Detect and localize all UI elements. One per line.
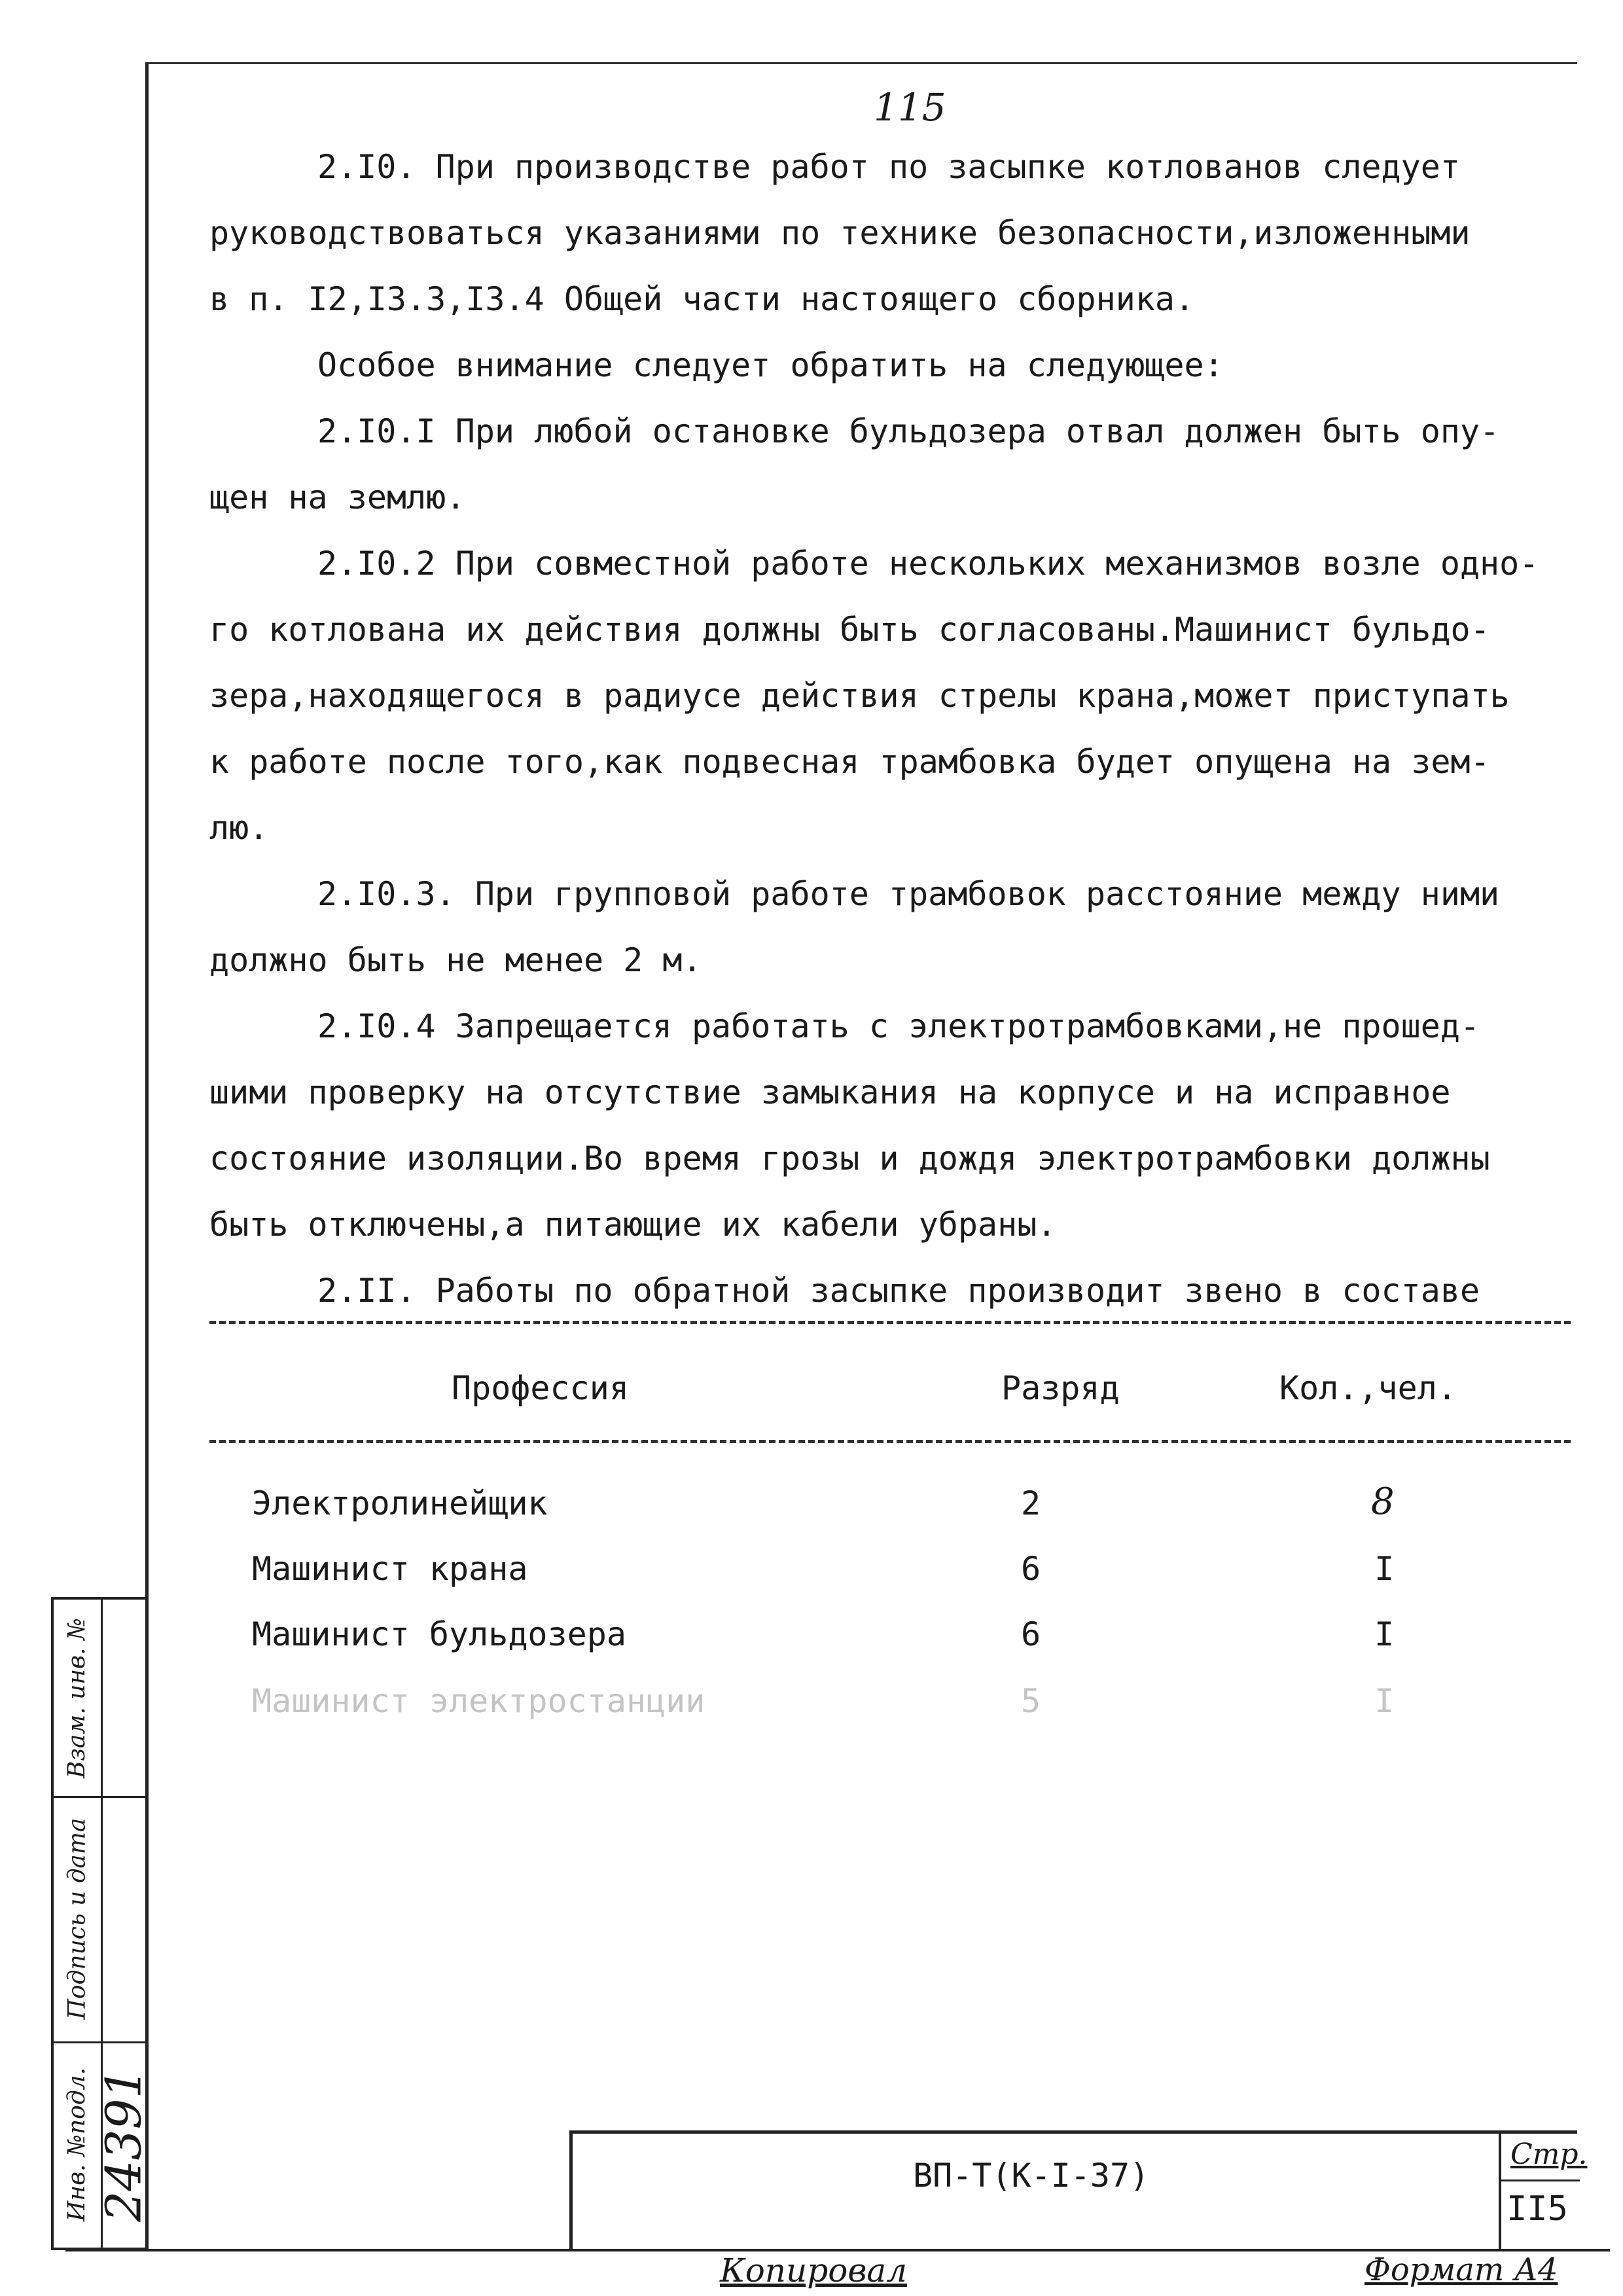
row-3-grade: 6 [1021,1615,1041,1653]
format-label: Формат А4 [1364,2251,1558,2288]
text-line: го котлована их действия должны быть согласованы.Машинист бульдо- [209,611,1490,649]
para-2-10-2 [209,531,1558,861]
sheet-cell [1499,2134,1588,2251]
row-4-grade: 5 [1021,1682,1041,1720]
row-2-count: I [1374,1550,1395,1588]
sheet-number: II5 [1507,2189,1568,2229]
para-2-10-1 [209,399,1558,531]
header-count: Кол.,чел. [1279,1369,1457,1407]
row-4-profession: Машинист электростанции [252,1682,705,1720]
text-line: к работе после того,как подвесная трамбовка будет опущена на зем- [209,743,1490,781]
text-line: быть отключены,а питающие их кабели убраны. [209,1206,1057,1244]
text-line: 2.I0. При производстве работ по засыпке котлованов следует [317,148,1460,186]
inv-number: 24391 [96,2067,152,2222]
text-line: состояние изоляции.Во время грозы и дождя электротрамбовки должны [209,1139,1490,1177]
text-line: Особое внимание следует обратить на следующее: [317,346,1224,384]
document-code: ВП-Т(К-I-37) [913,2157,1150,2195]
page-number-top: 115 [874,85,946,130]
row-4-count: I [1374,1682,1395,1720]
table-header-rule [209,1440,1571,1443]
row-1-profession: Электролинейщик [252,1484,548,1522]
para-2-10 [209,134,1558,332]
text-line: лю. [209,809,269,847]
row-2-grade: 6 [1021,1550,1041,1588]
text-line: 2.I0.I При любой остановке бульдозера отвал должен быть опу- [317,412,1500,450]
text-line: 2.I0.2 При совместной работе нескольких механизмов возле одно- [317,545,1539,583]
sheet-label: Стр. [1510,2138,1588,2171]
sheet-sep [1501,2179,1580,2181]
text-line: должно быть не менее 2 м. [209,941,702,979]
para-2-11 [209,1258,1558,1324]
row-2-profession: Машинист крана [252,1550,528,1588]
table-top-rule [209,1321,1571,1324]
header-grade: Разряд [1001,1369,1120,1407]
text-line: шими проверку на отсутствие замыкания на корпусе и на исправное [209,1073,1451,1111]
row-3-profession: Машинист бульдозера [252,1615,626,1653]
para-2-10-3 [209,861,1558,994]
inv-original-label: Инв. №подл. [63,2067,91,2222]
text-line: зера,находящегося в радиусе действия стрелы крана,может приступать [209,677,1510,715]
row-1-count: 8 [1371,1480,1395,1523]
replace-inv-label: Взам. инв. № [63,1617,91,1778]
text-line: руководствоваться указаниями по технике безопасности,изложенными [209,214,1471,252]
text-line: в п. I2,I3.3,I3.4 Общей части настоящего сборника. [209,280,1195,318]
side-stamp [51,1597,152,2250]
text-line: щен на землю. [209,478,466,516]
copied-label: Копировал [720,2251,908,2289]
row-1-grade: 2 [1021,1484,1041,1522]
signature-date-label: Подпись и дата [63,1818,91,2020]
para-special-attention [209,332,1558,399]
title-block [569,2130,1588,2251]
text-line: 2.I0.4 Запрещается работать с электротрамбовками,не прошед- [317,1007,1480,1045]
text-line: 2.I0.3. При групповой работе трамбовок расстояние между ними [317,875,1500,913]
para-2-10-4 [209,994,1558,1258]
header-profession: Профессия [452,1369,629,1407]
text-line: 2.II. Работы по обратной засыпке производит звено в составе [317,1272,1480,1310]
row-3-count: I [1374,1615,1395,1653]
